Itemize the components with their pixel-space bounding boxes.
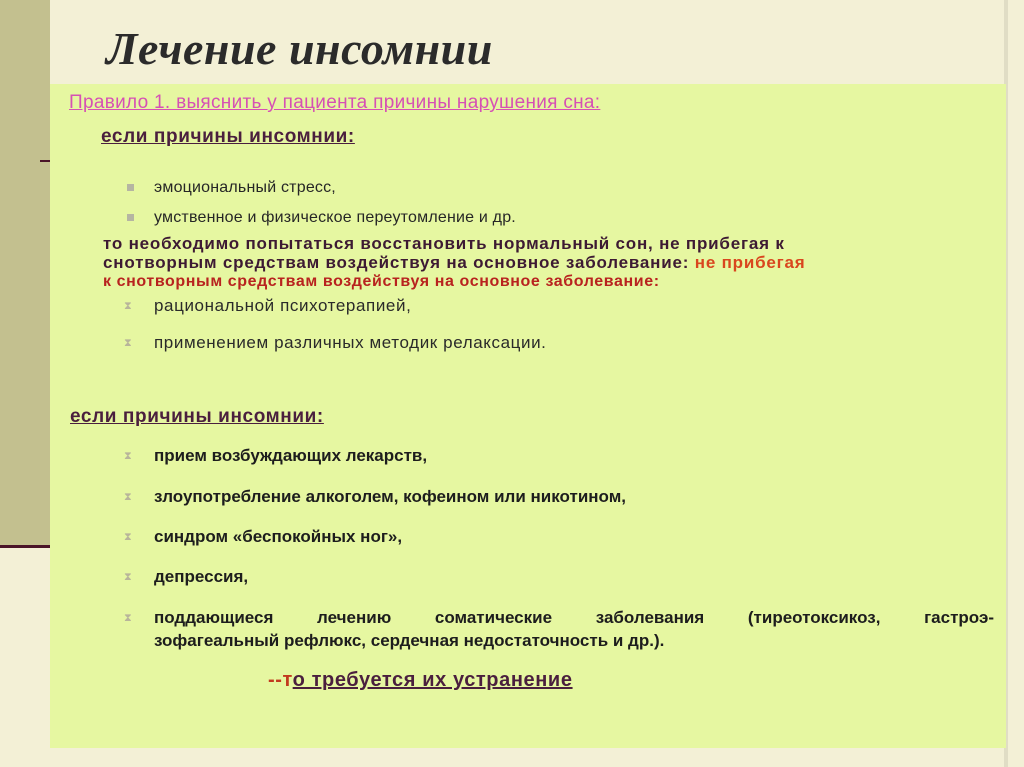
section2-cause-5: поддающиеся лечению соматические заболевания (тиреотоксикоз, гастроэ- <box>154 608 994 627</box>
conclusion-text: о требуется их устранение <box>292 669 573 691</box>
hourglass-bullet-icon: ⧗ <box>124 571 132 583</box>
square-bullet-icon <box>127 214 134 221</box>
hourglass-bullet-icon: ⧗ <box>124 450 132 462</box>
slide-title: Лечение инсомнии <box>106 23 493 74</box>
section2-cause-2: злоупотребление алкоголем, кофеином или никотином, <box>154 487 626 506</box>
square-bullet-icon <box>127 184 134 191</box>
advice-line-3: к снотворным средствам воздействуя на основное заболевание: <box>103 273 660 290</box>
section2-heading: если причины инсомнии: <box>70 406 324 427</box>
left-decor-bar <box>0 0 50 545</box>
hourglass-bullet-icon: ⧗ <box>124 612 132 624</box>
advice-line-2-highlight: не прибегая <box>694 253 806 272</box>
method-1: рациональной психотерапией, <box>154 296 412 315</box>
method-2: применением различных методик релаксации. <box>154 333 547 352</box>
hourglass-bullet-icon: ⧗ <box>124 337 132 349</box>
section2-cause-4: депрессия, <box>154 567 249 586</box>
advice-line-2 <box>103 253 806 273</box>
decor-rule <box>0 545 50 548</box>
section1-heading: если причины инсомнии: <box>101 126 355 147</box>
hourglass-bullet-icon: ⧗ <box>124 300 132 312</box>
advice-line-1: то необходимо попытаться восстановить нормальный сон, не прибегая к <box>103 234 785 253</box>
section1-cause-2: умственное и физическое переутомление и др. <box>154 209 516 226</box>
section2-cause-1: прием возбуждающих лекарств, <box>154 446 428 465</box>
conclusion <box>268 669 573 692</box>
hourglass-bullet-icon: ⧗ <box>124 491 132 503</box>
section2-cause-5-cont: зофагеальный рефлюкс, сердечная недостаточность и др.). <box>154 631 665 650</box>
section2-cause-3: синдром «беспокойных ног», <box>154 527 403 546</box>
conclusion-dash: --т <box>268 669 293 691</box>
hourglass-bullet-icon: ⧗ <box>124 531 132 543</box>
section1-cause-1: эмоциональный стресс, <box>154 179 336 196</box>
advice-line-2-main: снотворным средствам воздействуя на основное заболевание: <box>103 253 690 272</box>
rule-heading: Правило 1. выяснить у пациента причины нарушения сна: <box>69 92 601 113</box>
